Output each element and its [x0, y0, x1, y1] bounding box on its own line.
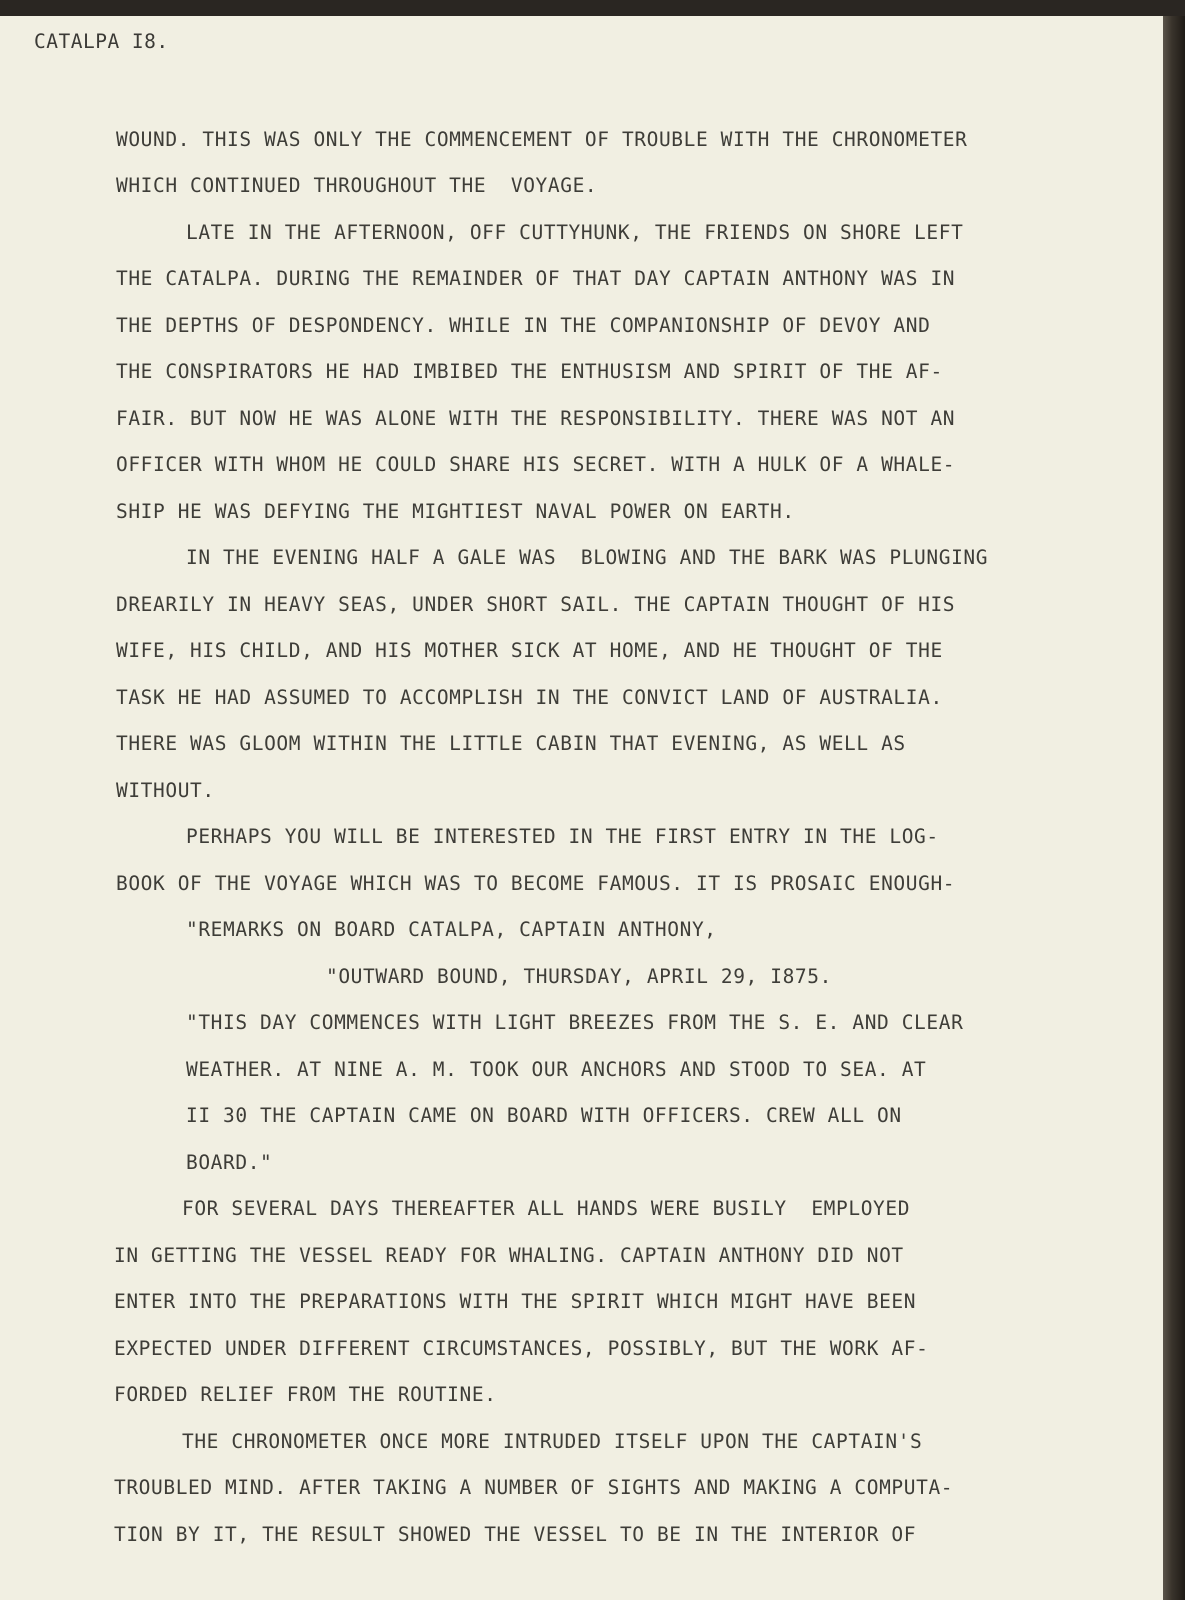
- page-header: CATALPA I8.: [34, 30, 169, 53]
- text-line: THE CONSPIRATORS HE HAD IMBIBED THE ENTHUSISM AND SPIRIT OF THE AF-: [116, 360, 943, 383]
- text-line: WIFE, HIS CHILD, AND HIS MOTHER SICK AT HOME, AND HE THOUGHT OF THE: [116, 639, 943, 662]
- text-line: THE CATALPA. DURING THE REMAINDER OF THAT DAY CAPTAIN ANTHONY WAS IN: [116, 267, 956, 290]
- text-line: WEATHER. AT NINE A. M. TOOK OUR ANCHORS AND STOOD TO SEA. AT: [186, 1058, 927, 1081]
- text-line: IN THE EVENING HALF A GALE WAS BLOWING AND THE BARK WAS PLUNGING: [186, 546, 989, 569]
- text-line: FAIR. BUT NOW HE WAS ALONE WITH THE RESPONSIBILITY. THERE WAS NOT AN: [116, 407, 956, 430]
- text-line: "REMARKS ON BOARD CATALPA, CAPTAIN ANTHONY,: [186, 918, 717, 941]
- text-line: THE DEPTHS OF DESPONDENCY. WHILE IN THE COMPANIONSHIP OF DEVOY AND: [116, 314, 931, 337]
- text-line: DREARILY IN HEAVY SEAS, UNDER SHORT SAIL. THE CAPTAIN THOUGHT OF HIS: [116, 593, 956, 616]
- text-line: TASK HE HAD ASSUMED TO ACCOMPLISH IN THE CONVICT LAND OF AUSTRALIA.: [116, 686, 943, 709]
- text-line: TROUBLED MIND. AFTER TAKING A NUMBER OF SIGHTS AND MAKING A COMPUTA-: [114, 1476, 954, 1499]
- text-line: SHIP HE WAS DEFYING THE MIGHTIEST NAVAL POWER ON EARTH.: [116, 500, 795, 523]
- text-line: THERE WAS GLOOM WITHIN THE LITTLE CABIN THAT EVENING, AS WELL AS: [116, 732, 906, 755]
- text-line: WOUND. THIS WAS ONLY THE COMMENCEMENT OF TROUBLE WITH THE CHRONOMETER: [116, 128, 968, 151]
- text-line: THE CHRONOMETER ONCE MORE INTRUDED ITSELF UPON THE CAPTAIN'S: [182, 1430, 923, 1453]
- text-line: TION BY IT, THE RESULT SHOWED THE VESSEL TO BE IN THE INTERIOR OF: [114, 1523, 917, 1546]
- text-line: II 30 THE CAPTAIN CAME ON BOARD WITH OFFICERS. CREW ALL ON: [186, 1104, 902, 1127]
- page-edge-shadow: [1163, 16, 1185, 1600]
- text-line: "THIS DAY COMMENCES WITH LIGHT BREEZES FROM THE S. E. AND CLEAR: [186, 1011, 964, 1034]
- typewritten-page: [0, 16, 1163, 1600]
- text-line: ENTER INTO THE PREPARATIONS WITH THE SPIRIT WHICH MIGHT HAVE BEEN: [114, 1290, 917, 1313]
- text-line: PERHAPS YOU WILL BE INTERESTED IN THE FIRST ENTRY IN THE LOG-: [186, 825, 939, 848]
- text-line: WHICH CONTINUED THROUGHOUT THE VOYAGE.: [116, 174, 598, 197]
- text-line: LATE IN THE AFTERNOON, OFF CUTTYHUNK, THE FRIENDS ON SHORE LEFT: [186, 221, 964, 244]
- text-line: OFFICER WITH WHOM HE COULD SHARE HIS SECRET. WITH A HULK OF A WHALE-: [116, 453, 956, 476]
- text-line: WITHOUT.: [116, 779, 215, 802]
- text-line: EXPECTED UNDER DIFFERENT CIRCUMSTANCES, POSSIBLY, BUT THE WORK AF-: [114, 1337, 929, 1360]
- text-line: FOR SEVERAL DAYS THEREAFTER ALL HANDS WERE BUSILY EMPLOYED: [182, 1197, 911, 1220]
- text-line: BOOK OF THE VOYAGE WHICH WAS TO BECOME FAMOUS. IT IS PROSAIC ENOUGH-: [116, 872, 956, 895]
- text-line: IN GETTING THE VESSEL READY FOR WHALING. CAPTAIN ANTHONY DID NOT: [114, 1244, 904, 1267]
- text-line: FORDED RELIEF FROM THE ROUTINE.: [114, 1383, 497, 1406]
- text-line: "OUTWARD BOUND, THURSDAY, APRIL 29, I875.: [326, 965, 832, 988]
- text-line: BOARD.": [186, 1151, 273, 1174]
